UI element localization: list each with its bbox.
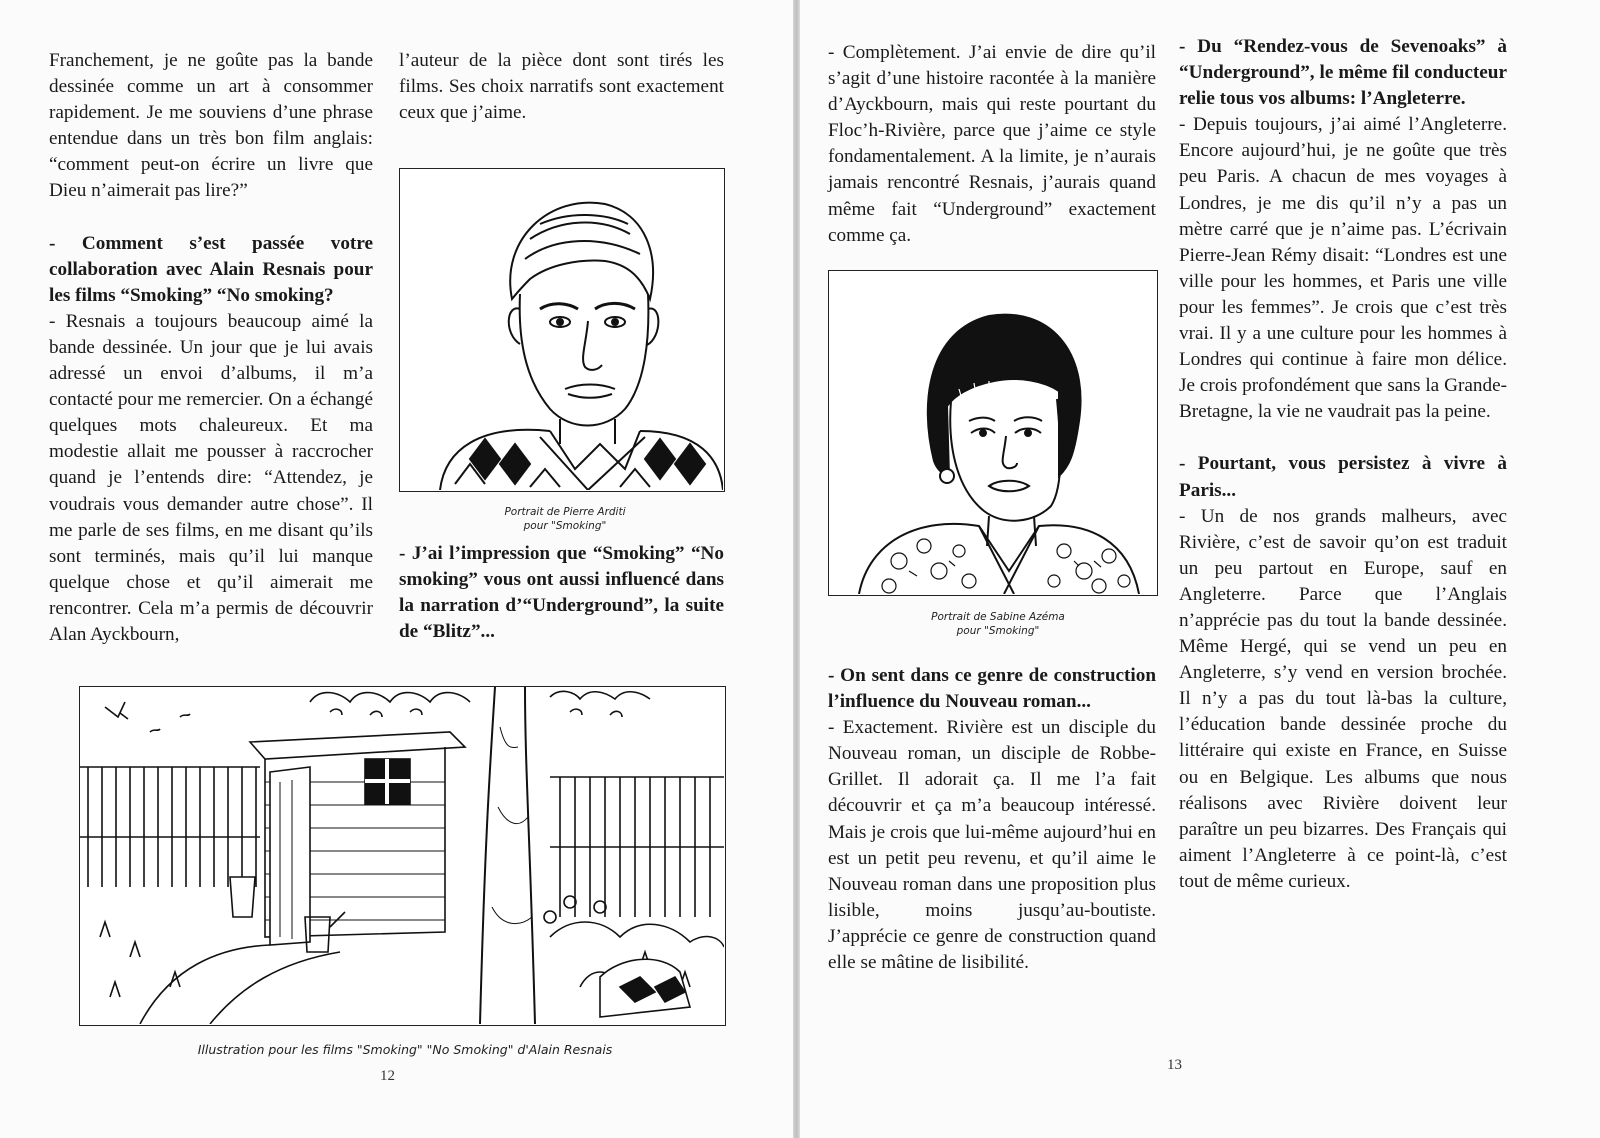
caption-sabine-azema-line1: Portrait de Sabine Azéma	[931, 611, 1065, 623]
question-paris: - Pourtant, vous persistez à vivre à Paris...	[1179, 453, 1507, 501]
question-resnais: - Comment s’est passée votre collaboration avec Alain Resnais pour les films “Smoking” “No smoking?	[49, 232, 373, 306]
right-column-1	[828, 40, 1156, 249]
answer-nouveau-roman: - Exactement. Rivière est un disciple du Nouveau roman, un disciple de Robbe-Grillet. Il adorait ça. Il me l’a fait découvrir et ça m’a beaucoup intéressé. Mais je crois que lui-même aujourd’hui en est un petit peu revenu, et qu’il aime le Nouveau roman dans une proposition plus lisible, moins jusqu’au-boutiste. J’apprécie ce genre de construction quand elle se mâtine de lisibilité.	[828, 717, 1156, 974]
garden-shed-drawing	[80, 687, 724, 1024]
question-angleterre: - Du “Rendez-vous de Sevenoaks” à “Underground”, le même fil conducteur relie tous vos albums: l’Angleterre.	[1179, 36, 1507, 110]
page-number-right: 13	[1167, 1057, 1182, 1073]
answer-resnais: - Resnais a toujours beaucoup aimé la bande dessinée. Un jour que je lui avais adressé un envoi d’albums, il m’a contacté pour me remercier. On a échangé quelques mots chaleureux. Et ma modestie allait me pousser à raccrocher quand je l’entends dire: “Attendez, je voudrais vous demander autre chose”. Il me parle de ses films, en me disant qu’ils sont terminés, mais qu’il lui manque quelque chose et qu’il aimerait me rencontrer. Cela m’a permis de découvrir Alan Ayckbourn,	[49, 310, 373, 645]
page-number-left: 12	[380, 1068, 395, 1084]
pierre-arditi-drawing	[400, 169, 723, 490]
caption-sabine-azema	[903, 610, 1093, 638]
left-column-2	[399, 48, 724, 126]
answer-angleterre: - Depuis toujours, j’ai aimé l’Angleterre. Encore aujourd’hui, je ne goûte que très peu Paris. A chacun de mes voyages à Londres, je me dis qu’il n’y a pas un mètre carré que je n’aime pas. L’écrivain Pierre-Jean Rémy disait: “Londres est une ville pour les hommes, et Paris une ville pour les femmes”. Je crois que c’est très vrai. Il y a une culture pour les hommes à Londres qui continue à faire mon délice. Je crois profondément que sans la Grande-Bretagne, la vie ne vaudrait pas la peine.	[1179, 114, 1507, 423]
caption-pierre-arditi-line1: Portrait de Pierre Arditi	[504, 506, 626, 518]
intro-paragraph: Franchement, je ne goûte pas la bande dessinée comme un art à consommer rapidement. Je me souviens d’une phrase entendue dans un très bon film anglais: “comment peut-on écrire un livre que Dieu n’aimerait pas lire?”	[49, 50, 373, 202]
sabine-azema-drawing	[829, 271, 1156, 594]
portrait-pierre-arditi	[399, 168, 725, 492]
portrait-sabine-azema	[828, 270, 1158, 596]
answer-paris: - Un de nos grands malheurs, avec Rivière, c’est de savoir qu’on est traduit un peu partout en Europe, sauf en Angleterre. Parce que l’Anglais n’apprécie pas du tout la bande dessinée. Même Hergé, qui se vend un peu en Angleterre, s’y vend en version brochée. Il n’y a pas du tout là-bas la culture, l’éducation bande dessinée proche du littéraire qui existe en France, en Suisse ou en Belgique. Les albums que nous réalisons avec Rivière doivent leur paraître un peu bizarres. Des Français qui aiment l’Angleterre à ce point-là, c’est tout de même curieux.	[1179, 505, 1507, 892]
continuation-paragraph: l’auteur de la pièce dont sont tirés les films. Ses choix narratifs sont exactement ceux que j’aime.	[399, 50, 724, 124]
caption-pierre-arditi	[470, 505, 660, 533]
caption-pierre-arditi-line2: pour "Smoking"	[523, 520, 607, 532]
caption-sabine-azema-line2: pour "Smoking"	[956, 625, 1040, 637]
answer-completement: - Complètement. J’ai envie de dire qu’il s’agit d’une histoire racontée à la manière d’Ayckbourn, mais qui reste pourtant du Floc’h-Rivière, parce que j’aime ce style fondamentalement. A la limite, je n’aurais jamais rencontré Resnais, j’aurais quand même fait “Underground” exactement comme ça.	[828, 42, 1156, 246]
question-smoking-influence: - J’ai l’impression que “Smoking” “No smoking” vous ont aussi influencé dans la narration d’“Underground”, la suite de “Blitz”...	[399, 543, 724, 643]
illustration-caption: Illustration pour les films "Smoking" "No Smoking" d'Alain Resnais	[197, 1042, 613, 1057]
garden-illustration	[79, 686, 726, 1026]
right-column-2	[1179, 34, 1507, 895]
left-column-2-question	[399, 541, 724, 645]
book-spine	[793, 0, 800, 1138]
question-nouveau-roman: - On sent dans ce genre de construction l’influence du Nouveau roman...	[828, 665, 1156, 713]
left-page	[0, 0, 793, 1138]
left-column-1	[49, 48, 373, 648]
right-column-1-lower	[828, 663, 1156, 976]
right-page	[800, 0, 1600, 1138]
